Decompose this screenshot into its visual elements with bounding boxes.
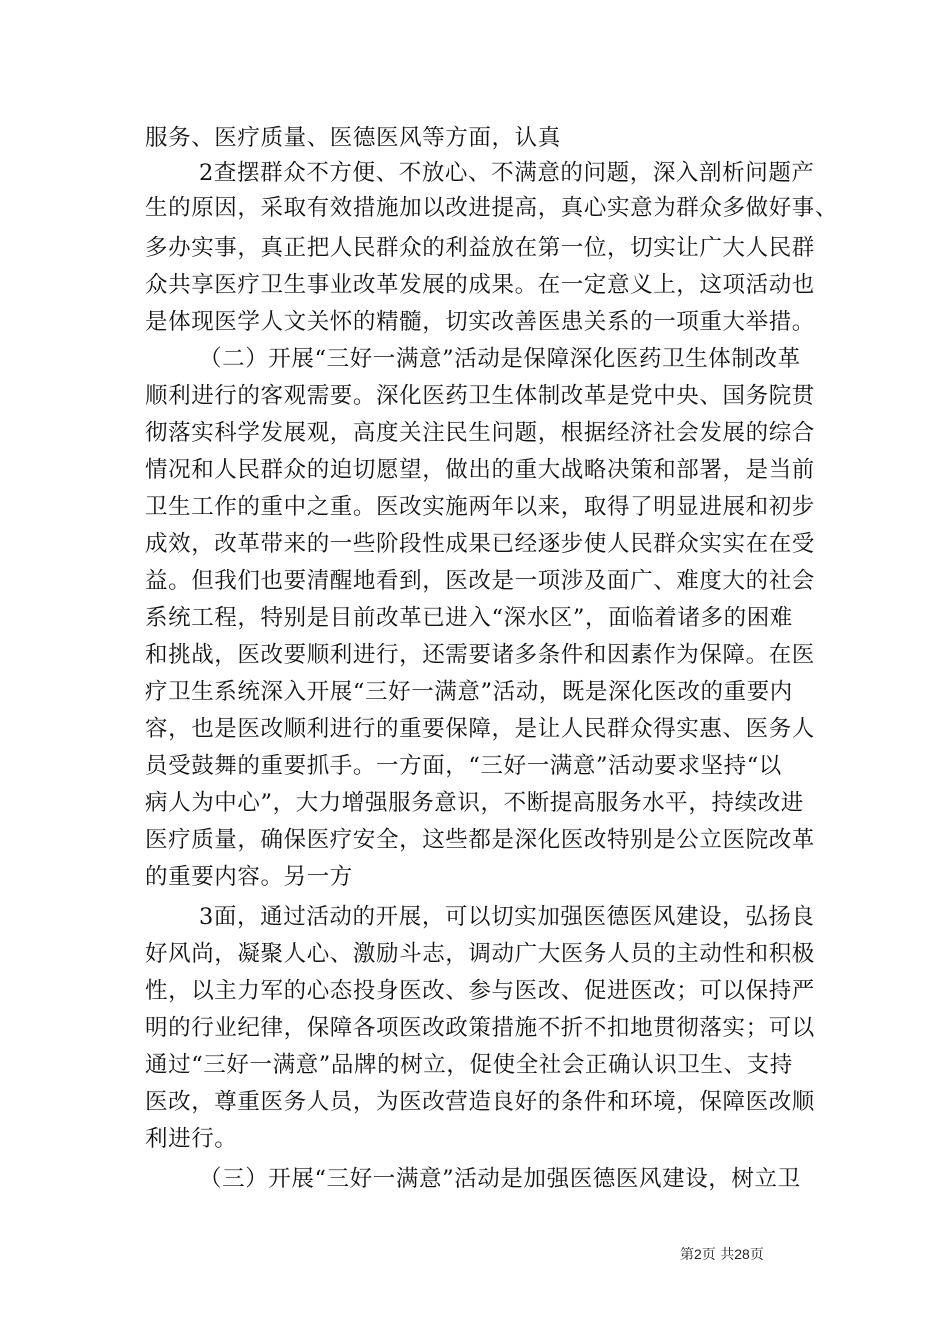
text-line: 的重要内容。另一方	[145, 864, 353, 890]
text-line: 利进行。	[145, 1126, 238, 1152]
text-line: 成效，改革带来的一些阶段性成果已经逐步使人民群众实实在在受	[145, 531, 815, 557]
text-line: 多办实事，真正把人民群众的利益放在第一位，切实让广大人民群	[145, 235, 815, 261]
text-line: 生的原因，采取有效措施加以改进提高，真心实意为群众多做好事、	[145, 195, 839, 221]
text-line: 通过“三好一满意”品牌的树立，促使全社会正确认识卫生、支持	[145, 1052, 793, 1078]
text-line: 3面，通过活动的开展，可以切实加强医德医风建设，弘扬良	[199, 904, 815, 930]
footer-prefix: 第	[680, 1247, 694, 1263]
text-line: 性，以主力军的心态投身医改、参与医改、促进医改；可以保持严	[145, 978, 815, 1004]
footer-middle: 页 共	[701, 1247, 735, 1263]
page-number: 2	[694, 1246, 702, 1262]
text-line: 和挑战，医改要顺利进行，还需要诸多条件和因素作为保障。在医	[145, 642, 815, 668]
text-line: 病人为中心”，大力增强服务意识，不断提高服务水平，持续改进	[145, 790, 804, 816]
text-line: （三）开展“三好一满意”活动是加强医德医风建设，树立卫	[199, 1166, 801, 1192]
page-total: 28	[734, 1246, 750, 1262]
text-line: 明的行业纪律，保障各项医改政策措施不折不扣地贯彻落实；可以	[145, 1015, 815, 1041]
text-line: 彻落实科学发展观，高度关注民生问题，根据经济社会发展的综合	[145, 420, 815, 446]
text-line: 情况和人民群众的迫切愿望，做出的重大战略决策和部署，是当前	[145, 457, 815, 483]
text-line: 员受鼓舞的重要抓手。一方面，“三好一满意”活动要求坚持“以	[145, 753, 782, 779]
text-line: 2查摆群众不方便、不放心、不满意的问题，深入剖析问题产	[199, 160, 815, 186]
footer-suffix: 页	[749, 1247, 764, 1263]
text-line: 疗卫生系统深入开展“三好一满意”活动，既是深化医改的重要内	[145, 679, 793, 705]
text-line: 顺利进行的客观需要。深化医药卫生体制改革是党中央、国务院贯	[145, 383, 815, 409]
text-line: 系统工程，特别是目前改革已进入“深水区”，面临着诸多的困难	[145, 605, 793, 631]
text-line: 益。但我们也要清醒地看到，医改是一项涉及面广、难度大的社会	[145, 568, 815, 594]
page-footer	[680, 1244, 764, 1265]
text-line: 好风尚，凝聚人心、激励斗志，调动广大医务人员的主动性和积极	[145, 941, 815, 967]
text-line: 是体现医学人文关怀的精髓，切实改善医患关系的一项重大举措。	[145, 309, 815, 335]
text-line: 服务、医疗质量、医德医风等方面，认真	[145, 125, 561, 151]
text-line: 医疗质量，确保医疗安全，这些都是深化医改特别是公立医院改革	[145, 827, 815, 853]
text-line: 医改，尊重医务人员，为医改营造良好的条件和环境，保障医改顺	[145, 1089, 815, 1115]
text-line: 众共享医疗卫生事业改革发展的成果。在一定意义上，这项活动也	[145, 272, 815, 298]
text-line: 卫生工作的重中之重。医改实施两年以来，取得了明显进展和初步	[145, 494, 815, 520]
text-line: 容，也是医改顺利进行的重要保障，是让人民群众得实惠、医务人	[145, 716, 815, 742]
text-line: （二）开展“三好一满意”活动是保障深化医药卫生体制改革	[199, 346, 801, 372]
